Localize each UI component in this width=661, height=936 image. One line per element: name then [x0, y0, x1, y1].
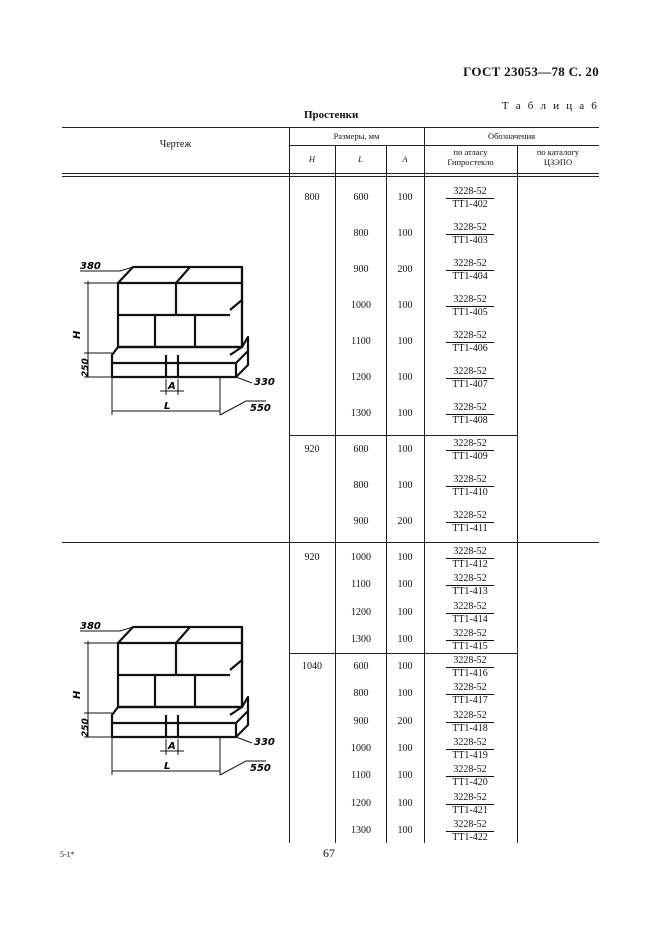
cell-H: 1040	[302, 661, 322, 672]
cell-designation	[440, 574, 500, 597]
cell-A: 100	[397, 688, 413, 700]
cell-L: 1300	[351, 633, 371, 645]
cell-L: 1100	[351, 770, 371, 782]
dim-A-label: A	[168, 741, 176, 752]
cell-A: 100	[397, 480, 413, 491]
cell-A: 100	[397, 661, 413, 672]
dim-H-label: H	[72, 690, 83, 699]
cell-designation	[440, 765, 500, 788]
cell-A: 100	[397, 228, 413, 239]
cell-L: 1200	[351, 372, 371, 383]
designation-numerator: 3228-52	[446, 403, 494, 415]
header-atlas-line1: по атласу	[453, 147, 488, 157]
table-title: Простенки	[304, 109, 359, 121]
dim-550-label: 550	[250, 403, 271, 414]
cell-L: 800	[353, 688, 369, 700]
cell-designation	[440, 629, 500, 652]
dim-550-label: 550	[250, 763, 271, 774]
wall-pier-drawing-2	[70, 615, 280, 785]
cell-A: 100	[397, 742, 413, 754]
header-drawing: Чертеж	[159, 139, 192, 150]
cell-L: 1200	[351, 797, 371, 809]
cell-A: 100	[397, 797, 413, 809]
designation-denominator: ТТ1-420	[452, 777, 488, 789]
cell-L: 1300	[351, 824, 371, 836]
designation-denominator: ТТ1-418	[452, 722, 488, 734]
cell-designation	[440, 187, 500, 210]
designation-denominator: ТТ1-410	[452, 487, 488, 498]
cell-designation	[440, 511, 500, 534]
designation-denominator: ТТ1-407	[452, 379, 488, 390]
designation-denominator: ТТ1-417	[452, 695, 488, 707]
designation-numerator: 3228-52	[446, 187, 494, 199]
cell-L: 600	[353, 192, 369, 203]
cell-designation	[440, 711, 500, 734]
designation-numerator: 3228-52	[446, 439, 494, 451]
designation-denominator: ТТ1-408	[452, 415, 488, 426]
cell-L: 1000	[351, 742, 371, 754]
designation-numerator: 3228-52	[446, 367, 494, 379]
designation-denominator: ТТ1-409	[452, 451, 488, 462]
header-designations: Обозначения	[487, 131, 536, 141]
cell-L: 800	[353, 480, 369, 491]
designation-denominator: ТТ1-402	[452, 199, 488, 210]
designation-numerator: 3228-52	[446, 765, 494, 777]
cell-designation	[440, 738, 500, 761]
cell-L: 1100	[351, 336, 371, 347]
cell-L: 800	[353, 228, 369, 239]
cell-designation	[440, 793, 500, 816]
cell-L: 1000	[351, 300, 371, 311]
header-sizes: Размеры, мм	[333, 131, 380, 141]
cell-A: 100	[397, 770, 413, 782]
designation-numerator: 3228-52	[446, 683, 494, 695]
designation-numerator: 3228-52	[446, 793, 494, 805]
cell-A: 100	[397, 444, 413, 455]
header-catalog-line1: по каталогу	[536, 147, 580, 157]
dim-L-label: L	[164, 761, 171, 772]
designation-numerator: 3228-52	[446, 574, 494, 586]
cell-A: 100	[397, 336, 413, 347]
dim-330-label: 330	[254, 737, 275, 748]
designation-numerator: 3228-52	[446, 656, 494, 668]
designation-denominator: ТТ1-415	[452, 640, 488, 652]
cell-designation	[440, 683, 500, 706]
dim-H-label: H	[72, 330, 83, 339]
designation-numerator: 3228-52	[446, 602, 494, 614]
header-catalog-line2: ЦЗЭПО	[543, 156, 573, 167]
designation-denominator: ТТ1-422	[452, 831, 488, 843]
header-L: L	[358, 154, 363, 164]
dim-A-label: A	[168, 381, 176, 392]
cell-A: 100	[397, 579, 413, 591]
header-atlas-line2: Гипростекло	[447, 156, 494, 167]
cell-designation	[440, 820, 500, 843]
dim-330-label: 330	[254, 377, 275, 388]
cell-L: 1300	[351, 408, 371, 419]
cell-L: 900	[353, 715, 369, 727]
cell-designation	[440, 295, 500, 318]
document-reference: ГОСТ 23053—78 С. 20	[463, 64, 599, 79]
cell-designation	[440, 602, 500, 625]
header-atlas	[424, 148, 517, 168]
designation-denominator: ТТ1-412	[452, 559, 488, 570]
cell-designation	[440, 367, 500, 390]
designation-numerator: 3228-52	[446, 259, 494, 271]
footer-mark: 5-1*	[60, 850, 75, 859]
cell-designation	[440, 259, 500, 282]
dim-380-label: 380	[80, 261, 101, 272]
dim-380-label: 380	[80, 621, 101, 632]
designation-denominator: ТТ1-406	[452, 343, 488, 354]
cell-A: 100	[397, 300, 413, 311]
cell-designation	[440, 439, 500, 462]
cell-L: 1000	[351, 552, 371, 563]
designation-denominator: ТТ1-421	[452, 804, 488, 816]
cell-designation	[440, 331, 500, 354]
cell-designation	[440, 403, 500, 426]
cell-L: 1100	[351, 579, 371, 591]
cell-L: 1200	[351, 606, 371, 618]
cell-A: 200	[397, 264, 413, 275]
cell-A: 100	[397, 633, 413, 645]
designation-denominator: ТТ1-404	[452, 271, 488, 282]
dim-250-label: 250	[81, 718, 91, 737]
cell-A: 100	[397, 552, 413, 563]
cell-H: 800	[304, 192, 320, 203]
header-H: H	[308, 154, 316, 164]
designation-numerator: 3228-52	[446, 511, 494, 523]
page-number: 67	[323, 846, 335, 860]
cell-A: 200	[397, 715, 413, 727]
cell-designation	[440, 223, 500, 246]
cell-L: 600	[353, 661, 369, 672]
cell-designation	[440, 656, 500, 679]
cell-A: 200	[397, 516, 413, 527]
designation-denominator: ТТ1-413	[452, 586, 488, 598]
designation-numerator: 3228-52	[446, 547, 494, 559]
table-number-label: Т а б л и ц а 6	[501, 100, 599, 112]
designation-numerator: 3228-52	[446, 331, 494, 343]
cell-designation	[440, 475, 500, 498]
dim-250-label: 250	[81, 358, 91, 377]
cell-L: 900	[353, 264, 369, 275]
designation-denominator: ТТ1-419	[452, 749, 488, 761]
dim-L-label: L	[164, 401, 171, 412]
designation-numerator: 3228-52	[446, 711, 494, 723]
designation-denominator: ТТ1-414	[452, 613, 488, 625]
cell-A: 100	[397, 372, 413, 383]
designation-denominator: ТТ1-403	[452, 235, 488, 246]
cell-A: 100	[397, 606, 413, 618]
header-catalog	[517, 148, 599, 168]
designation-numerator: 3228-52	[446, 475, 494, 487]
designation-numerator: 3228-52	[446, 738, 494, 750]
designation-denominator: ТТ1-405	[452, 307, 488, 318]
cell-A: 100	[397, 408, 413, 419]
cell-H: 920	[304, 444, 320, 455]
designation-numerator: 3228-52	[446, 629, 494, 641]
header-A: A	[402, 154, 408, 164]
cell-H: 920	[304, 552, 320, 563]
designation-numerator: 3228-52	[446, 295, 494, 307]
cell-L: 600	[353, 444, 369, 455]
cell-A: 100	[397, 192, 413, 203]
designation-denominator: ТТ1-411	[452, 523, 488, 534]
designation-denominator: ТТ1-416	[452, 668, 488, 679]
cell-L: 900	[353, 516, 369, 527]
cell-designation	[440, 547, 500, 570]
cell-A: 100	[397, 824, 413, 836]
wall-pier-drawing-1	[70, 255, 280, 425]
designation-numerator: 3228-52	[446, 223, 494, 235]
designation-numerator: 3228-52	[446, 820, 494, 832]
